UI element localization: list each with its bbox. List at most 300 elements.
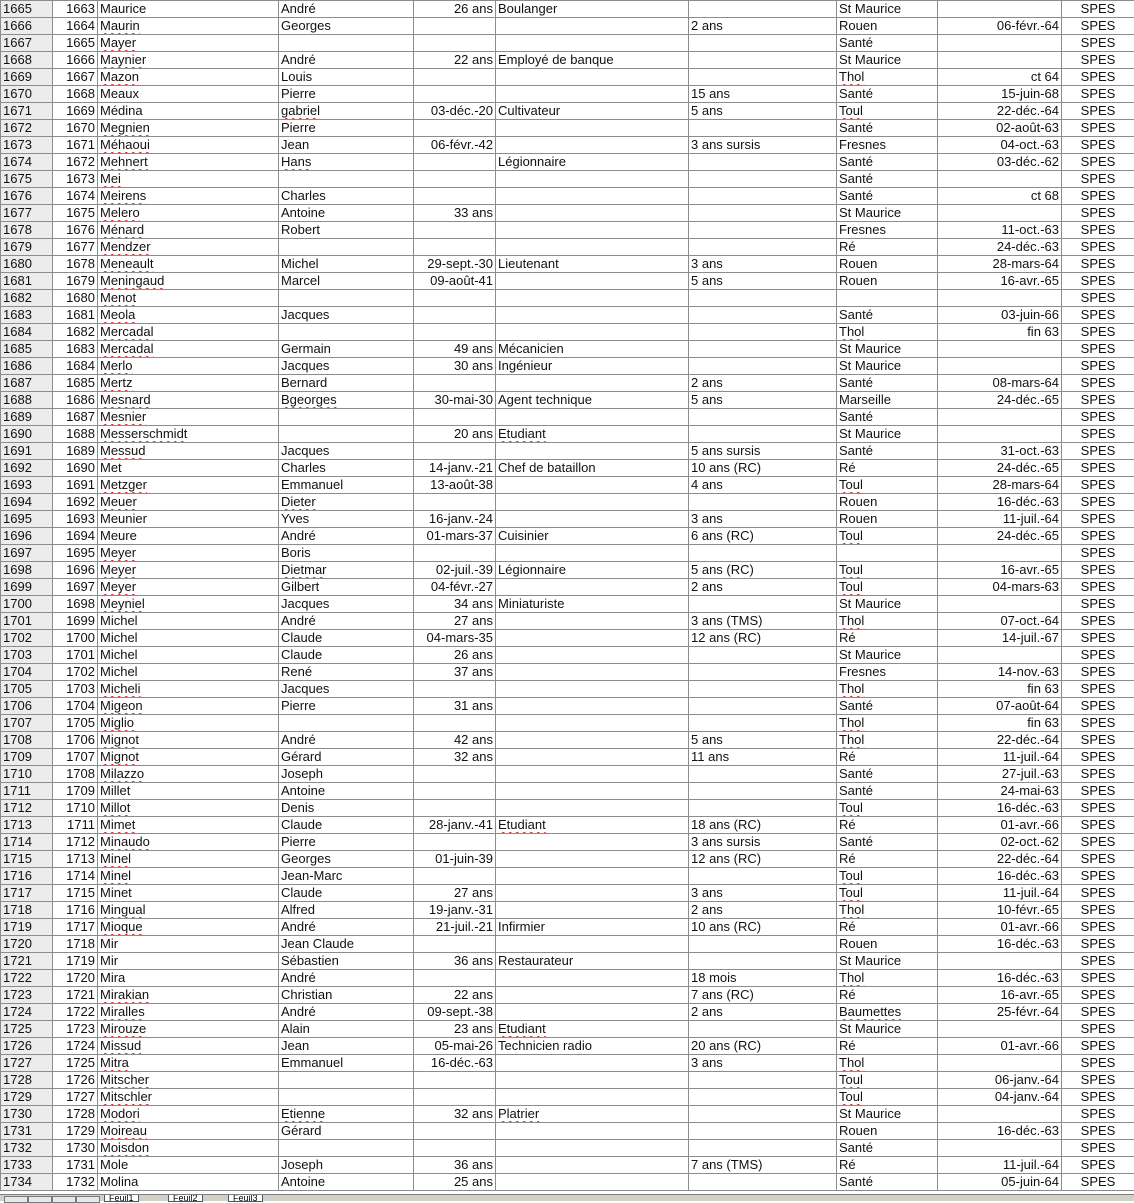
prison-cell[interactable] [837, 1021, 938, 1038]
prison-cell[interactable] [837, 783, 938, 800]
sentence-cell[interactable] [689, 494, 837, 511]
sentence-cell[interactable] [689, 1072, 837, 1089]
status-cell[interactable] [1062, 1055, 1134, 1072]
row-header[interactable] [1, 392, 53, 409]
id-cell[interactable] [53, 120, 98, 137]
id-cell[interactable] [53, 171, 98, 188]
row-header[interactable] [1, 35, 53, 52]
surname-cell[interactable] [98, 1089, 279, 1106]
prison-cell[interactable] [837, 273, 938, 290]
sentence-cell[interactable] [689, 18, 837, 35]
profession-cell[interactable] [496, 715, 689, 732]
birthdate-age-cell[interactable] [414, 1174, 496, 1191]
row-header[interactable] [1, 256, 53, 273]
id-cell[interactable] [53, 834, 98, 851]
row-header[interactable] [1, 290, 53, 307]
prison-cell[interactable] [837, 664, 938, 681]
surname-cell[interactable] [98, 817, 279, 834]
id-cell[interactable] [53, 749, 98, 766]
profession-cell[interactable] [496, 1038, 689, 1055]
firstname-cell[interactable] [279, 494, 414, 511]
profession-cell[interactable] [496, 239, 689, 256]
id-cell[interactable] [53, 1174, 98, 1191]
status-cell[interactable] [1062, 494, 1134, 511]
row-header[interactable] [1, 1157, 53, 1174]
release-date-cell[interactable] [938, 222, 1062, 239]
prison-cell[interactable] [837, 86, 938, 103]
row-header[interactable] [1, 443, 53, 460]
release-date-cell[interactable] [938, 273, 1062, 290]
birthdate-age-cell[interactable] [414, 69, 496, 86]
prison-cell[interactable] [837, 936, 938, 953]
firstname-cell[interactable] [279, 902, 414, 919]
id-cell[interactable] [53, 1072, 98, 1089]
surname-cell[interactable] [98, 103, 279, 120]
status-cell[interactable] [1062, 35, 1134, 52]
sentence-cell[interactable] [689, 562, 837, 579]
sheet-tab-feuil2[interactable]: Feuil2 [168, 1195, 203, 1202]
surname-cell[interactable] [98, 749, 279, 766]
status-cell[interactable] [1062, 52, 1134, 69]
profession-cell[interactable] [496, 1072, 689, 1089]
prison-cell[interactable] [837, 375, 938, 392]
firstname-cell[interactable] [279, 256, 414, 273]
surname-cell[interactable] [98, 596, 279, 613]
release-date-cell[interactable] [938, 630, 1062, 647]
firstname-cell[interactable] [279, 307, 414, 324]
firstname-cell[interactable] [279, 1106, 414, 1123]
release-date-cell[interactable] [938, 681, 1062, 698]
row-header[interactable] [1, 69, 53, 86]
id-cell[interactable] [53, 1038, 98, 1055]
firstname-cell[interactable] [279, 936, 414, 953]
prison-cell[interactable] [837, 902, 938, 919]
id-cell[interactable] [53, 341, 98, 358]
row-header[interactable] [1, 171, 53, 188]
profession-cell[interactable] [496, 800, 689, 817]
release-date-cell[interactable] [938, 579, 1062, 596]
firstname-cell[interactable] [279, 409, 414, 426]
row-header[interactable] [1, 1004, 53, 1021]
prison-cell[interactable] [837, 324, 938, 341]
prison-cell[interactable] [837, 1038, 938, 1055]
sentence-cell[interactable] [689, 715, 837, 732]
status-cell[interactable] [1062, 392, 1134, 409]
sentence-cell[interactable] [689, 919, 837, 936]
sentence-cell[interactable] [689, 171, 837, 188]
status-cell[interactable] [1062, 1038, 1134, 1055]
birthdate-age-cell[interactable] [414, 834, 496, 851]
surname-cell[interactable] [98, 460, 279, 477]
id-cell[interactable] [53, 953, 98, 970]
firstname-cell[interactable] [279, 1072, 414, 1089]
profession-cell[interactable] [496, 460, 689, 477]
sentence-cell[interactable] [689, 103, 837, 120]
firstname-cell[interactable] [279, 800, 414, 817]
release-date-cell[interactable] [938, 1, 1062, 18]
profession-cell[interactable] [496, 749, 689, 766]
row-header[interactable] [1, 460, 53, 477]
firstname-cell[interactable] [279, 596, 414, 613]
surname-cell[interactable] [98, 375, 279, 392]
id-cell[interactable] [53, 647, 98, 664]
firstname-cell[interactable] [279, 715, 414, 732]
surname-cell[interactable] [98, 511, 279, 528]
release-date-cell[interactable] [938, 460, 1062, 477]
status-cell[interactable] [1062, 630, 1134, 647]
prison-cell[interactable] [837, 1140, 938, 1157]
release-date-cell[interactable] [938, 1004, 1062, 1021]
surname-cell[interactable] [98, 239, 279, 256]
row-header[interactable] [1, 239, 53, 256]
prison-cell[interactable] [837, 477, 938, 494]
id-cell[interactable] [53, 919, 98, 936]
sentence-cell[interactable] [689, 324, 837, 341]
birthdate-age-cell[interactable] [414, 953, 496, 970]
prison-cell[interactable] [837, 494, 938, 511]
sentence-cell[interactable] [689, 307, 837, 324]
sentence-cell[interactable] [689, 664, 837, 681]
row-header[interactable] [1, 511, 53, 528]
surname-cell[interactable] [98, 35, 279, 52]
prison-cell[interactable] [837, 1123, 938, 1140]
status-cell[interactable] [1062, 460, 1134, 477]
id-cell[interactable] [53, 52, 98, 69]
id-cell[interactable] [53, 613, 98, 630]
profession-cell[interactable] [496, 511, 689, 528]
id-cell[interactable] [53, 562, 98, 579]
sentence-cell[interactable] [689, 392, 837, 409]
firstname-cell[interactable] [279, 698, 414, 715]
release-date-cell[interactable] [938, 18, 1062, 35]
id-cell[interactable] [53, 307, 98, 324]
release-date-cell[interactable] [938, 307, 1062, 324]
prison-cell[interactable] [837, 1174, 938, 1191]
sentence-cell[interactable] [689, 188, 837, 205]
surname-cell[interactable] [98, 630, 279, 647]
surname-cell[interactable] [98, 919, 279, 936]
firstname-cell[interactable] [279, 953, 414, 970]
id-cell[interactable] [53, 188, 98, 205]
status-cell[interactable] [1062, 477, 1134, 494]
profession-cell[interactable] [496, 477, 689, 494]
release-date-cell[interactable] [938, 103, 1062, 120]
row-header[interactable] [1, 783, 53, 800]
firstname-cell[interactable] [279, 239, 414, 256]
status-cell[interactable] [1062, 1157, 1134, 1174]
birthdate-age-cell[interactable] [414, 630, 496, 647]
profession-cell[interactable] [496, 868, 689, 885]
id-cell[interactable] [53, 800, 98, 817]
profession-cell[interactable] [496, 885, 689, 902]
profession-cell[interactable] [496, 732, 689, 749]
status-cell[interactable] [1062, 1123, 1134, 1140]
prison-cell[interactable] [837, 188, 938, 205]
status-cell[interactable] [1062, 749, 1134, 766]
firstname-cell[interactable] [279, 18, 414, 35]
birthdate-age-cell[interactable] [414, 324, 496, 341]
firstname-cell[interactable] [279, 1174, 414, 1191]
status-cell[interactable] [1062, 1072, 1134, 1089]
sentence-cell[interactable] [689, 528, 837, 545]
sentence-cell[interactable] [689, 817, 837, 834]
release-date-cell[interactable] [938, 800, 1062, 817]
prison-cell[interactable] [837, 630, 938, 647]
firstname-cell[interactable] [279, 341, 414, 358]
firstname-cell[interactable] [279, 919, 414, 936]
surname-cell[interactable] [98, 1, 279, 18]
firstname-cell[interactable] [279, 290, 414, 307]
profession-cell[interactable] [496, 1004, 689, 1021]
surname-cell[interactable] [98, 290, 279, 307]
profession-cell[interactable] [496, 86, 689, 103]
profession-cell[interactable] [496, 1123, 689, 1140]
prison-cell[interactable] [837, 239, 938, 256]
id-cell[interactable] [53, 545, 98, 562]
sentence-cell[interactable] [689, 239, 837, 256]
id-cell[interactable] [53, 1123, 98, 1140]
id-cell[interactable] [53, 698, 98, 715]
birthdate-age-cell[interactable] [414, 681, 496, 698]
release-date-cell[interactable] [938, 562, 1062, 579]
birthdate-age-cell[interactable] [414, 1140, 496, 1157]
firstname-cell[interactable] [279, 52, 414, 69]
row-header[interactable] [1, 579, 53, 596]
birthdate-age-cell[interactable] [414, 1089, 496, 1106]
status-cell[interactable] [1062, 953, 1134, 970]
id-cell[interactable] [53, 987, 98, 1004]
release-date-cell[interactable] [938, 613, 1062, 630]
status-cell[interactable] [1062, 324, 1134, 341]
firstname-cell[interactable] [279, 749, 414, 766]
surname-cell[interactable] [98, 579, 279, 596]
firstname-cell[interactable] [279, 970, 414, 987]
profession-cell[interactable] [496, 970, 689, 987]
prison-cell[interactable] [837, 919, 938, 936]
profession-cell[interactable] [496, 596, 689, 613]
prison-cell[interactable] [837, 341, 938, 358]
firstname-cell[interactable] [279, 171, 414, 188]
prison-cell[interactable] [837, 426, 938, 443]
sentence-cell[interactable] [689, 681, 837, 698]
status-cell[interactable] [1062, 375, 1134, 392]
status-cell[interactable] [1062, 902, 1134, 919]
status-cell[interactable] [1062, 86, 1134, 103]
prison-cell[interactable] [837, 749, 938, 766]
release-date-cell[interactable] [938, 851, 1062, 868]
firstname-cell[interactable] [279, 205, 414, 222]
sentence-cell[interactable] [689, 885, 837, 902]
firstname-cell[interactable] [279, 732, 414, 749]
firstname-cell[interactable] [279, 426, 414, 443]
surname-cell[interactable] [98, 800, 279, 817]
id-cell[interactable] [53, 409, 98, 426]
firstname-cell[interactable] [279, 273, 414, 290]
row-header[interactable] [1, 766, 53, 783]
prison-cell[interactable] [837, 613, 938, 630]
birthdate-age-cell[interactable] [414, 817, 496, 834]
release-date-cell[interactable] [938, 256, 1062, 273]
birthdate-age-cell[interactable] [414, 120, 496, 137]
sentence-cell[interactable] [689, 630, 837, 647]
birthdate-age-cell[interactable] [414, 749, 496, 766]
row-header[interactable] [1, 732, 53, 749]
firstname-cell[interactable] [279, 817, 414, 834]
sentence-cell[interactable] [689, 936, 837, 953]
birthdate-age-cell[interactable] [414, 222, 496, 239]
sentence-cell[interactable] [689, 35, 837, 52]
birthdate-age-cell[interactable] [414, 732, 496, 749]
firstname-cell[interactable] [279, 579, 414, 596]
surname-cell[interactable] [98, 681, 279, 698]
firstname-cell[interactable] [279, 137, 414, 154]
profession-cell[interactable] [496, 613, 689, 630]
row-header[interactable] [1, 545, 53, 562]
release-date-cell[interactable] [938, 528, 1062, 545]
status-cell[interactable] [1062, 171, 1134, 188]
birthdate-age-cell[interactable] [414, 307, 496, 324]
prison-cell[interactable] [837, 137, 938, 154]
sentence-cell[interactable] [689, 647, 837, 664]
profession-cell[interactable] [496, 426, 689, 443]
status-cell[interactable] [1062, 766, 1134, 783]
prison-cell[interactable] [837, 1055, 938, 1072]
id-cell[interactable] [53, 460, 98, 477]
sentence-cell[interactable] [689, 1106, 837, 1123]
firstname-cell[interactable] [279, 1004, 414, 1021]
birthdate-age-cell[interactable] [414, 647, 496, 664]
surname-cell[interactable] [98, 545, 279, 562]
birthdate-age-cell[interactable] [414, 1106, 496, 1123]
release-date-cell[interactable] [938, 1106, 1062, 1123]
surname-cell[interactable] [98, 324, 279, 341]
row-header[interactable] [1, 596, 53, 613]
profession-cell[interactable] [496, 698, 689, 715]
birthdate-age-cell[interactable] [414, 800, 496, 817]
prison-cell[interactable] [837, 358, 938, 375]
prison-cell[interactable] [837, 1, 938, 18]
prison-cell[interactable] [837, 69, 938, 86]
row-header[interactable] [1, 103, 53, 120]
sentence-cell[interactable] [689, 52, 837, 69]
id-cell[interactable] [53, 273, 98, 290]
birthdate-age-cell[interactable] [414, 783, 496, 800]
status-cell[interactable] [1062, 290, 1134, 307]
row-header[interactable] [1, 1106, 53, 1123]
status-cell[interactable] [1062, 239, 1134, 256]
row-header[interactable] [1, 681, 53, 698]
id-cell[interactable] [53, 35, 98, 52]
sentence-cell[interactable] [689, 698, 837, 715]
firstname-cell[interactable] [279, 783, 414, 800]
birthdate-age-cell[interactable] [414, 375, 496, 392]
sentence-cell[interactable] [689, 1004, 837, 1021]
row-header[interactable] [1, 817, 53, 834]
prison-cell[interactable] [837, 851, 938, 868]
status-cell[interactable] [1062, 681, 1134, 698]
release-date-cell[interactable] [938, 664, 1062, 681]
birthdate-age-cell[interactable] [414, 1021, 496, 1038]
prison-cell[interactable] [837, 953, 938, 970]
sentence-cell[interactable] [689, 766, 837, 783]
id-cell[interactable] [53, 103, 98, 120]
prison-cell[interactable] [837, 1072, 938, 1089]
surname-cell[interactable] [98, 1021, 279, 1038]
firstname-cell[interactable] [279, 545, 414, 562]
profession-cell[interactable] [496, 341, 689, 358]
surname-cell[interactable] [98, 18, 279, 35]
surname-cell[interactable] [98, 409, 279, 426]
release-date-cell[interactable] [938, 205, 1062, 222]
surname-cell[interactable] [98, 1140, 279, 1157]
id-cell[interactable] [53, 1021, 98, 1038]
id-cell[interactable] [53, 664, 98, 681]
row-header[interactable] [1, 222, 53, 239]
prison-cell[interactable] [837, 868, 938, 885]
status-cell[interactable] [1062, 426, 1134, 443]
sentence-cell[interactable] [689, 851, 837, 868]
surname-cell[interactable] [98, 137, 279, 154]
row-header[interactable] [1, 86, 53, 103]
birthdate-age-cell[interactable] [414, 392, 496, 409]
birthdate-age-cell[interactable] [414, 18, 496, 35]
sentence-cell[interactable] [689, 256, 837, 273]
status-cell[interactable] [1062, 800, 1134, 817]
birthdate-age-cell[interactable] [414, 154, 496, 171]
status-cell[interactable] [1062, 307, 1134, 324]
profession-cell[interactable] [496, 1089, 689, 1106]
firstname-cell[interactable] [279, 477, 414, 494]
release-date-cell[interactable] [938, 392, 1062, 409]
prison-cell[interactable] [837, 256, 938, 273]
sentence-cell[interactable] [689, 86, 837, 103]
profession-cell[interactable] [496, 834, 689, 851]
sheet-tab-feuil1[interactable]: Feuil1 [104, 1195, 139, 1202]
id-cell[interactable] [53, 443, 98, 460]
row-header[interactable] [1, 613, 53, 630]
firstname-cell[interactable] [279, 69, 414, 86]
firstname-cell[interactable] [279, 1157, 414, 1174]
profession-cell[interactable] [496, 1174, 689, 1191]
release-date-cell[interactable] [938, 919, 1062, 936]
surname-cell[interactable] [98, 953, 279, 970]
profession-cell[interactable] [496, 1021, 689, 1038]
sentence-cell[interactable] [689, 375, 837, 392]
firstname-cell[interactable] [279, 528, 414, 545]
release-date-cell[interactable] [938, 375, 1062, 392]
profession-cell[interactable] [496, 307, 689, 324]
surname-cell[interactable] [98, 732, 279, 749]
firstname-cell[interactable] [279, 154, 414, 171]
birthdate-age-cell[interactable] [414, 885, 496, 902]
sentence-cell[interactable] [689, 732, 837, 749]
surname-cell[interactable] [98, 1123, 279, 1140]
firstname-cell[interactable] [279, 35, 414, 52]
id-cell[interactable] [53, 851, 98, 868]
surname-cell[interactable] [98, 1157, 279, 1174]
id-cell[interactable] [53, 358, 98, 375]
row-header[interactable] [1, 1089, 53, 1106]
profession-cell[interactable] [496, 324, 689, 341]
birthdate-age-cell[interactable] [414, 426, 496, 443]
sentence-cell[interactable] [689, 273, 837, 290]
id-cell[interactable] [53, 392, 98, 409]
surname-cell[interactable] [98, 171, 279, 188]
status-cell[interactable] [1062, 987, 1134, 1004]
status-cell[interactable] [1062, 256, 1134, 273]
surname-cell[interactable] [98, 1038, 279, 1055]
status-cell[interactable] [1062, 528, 1134, 545]
